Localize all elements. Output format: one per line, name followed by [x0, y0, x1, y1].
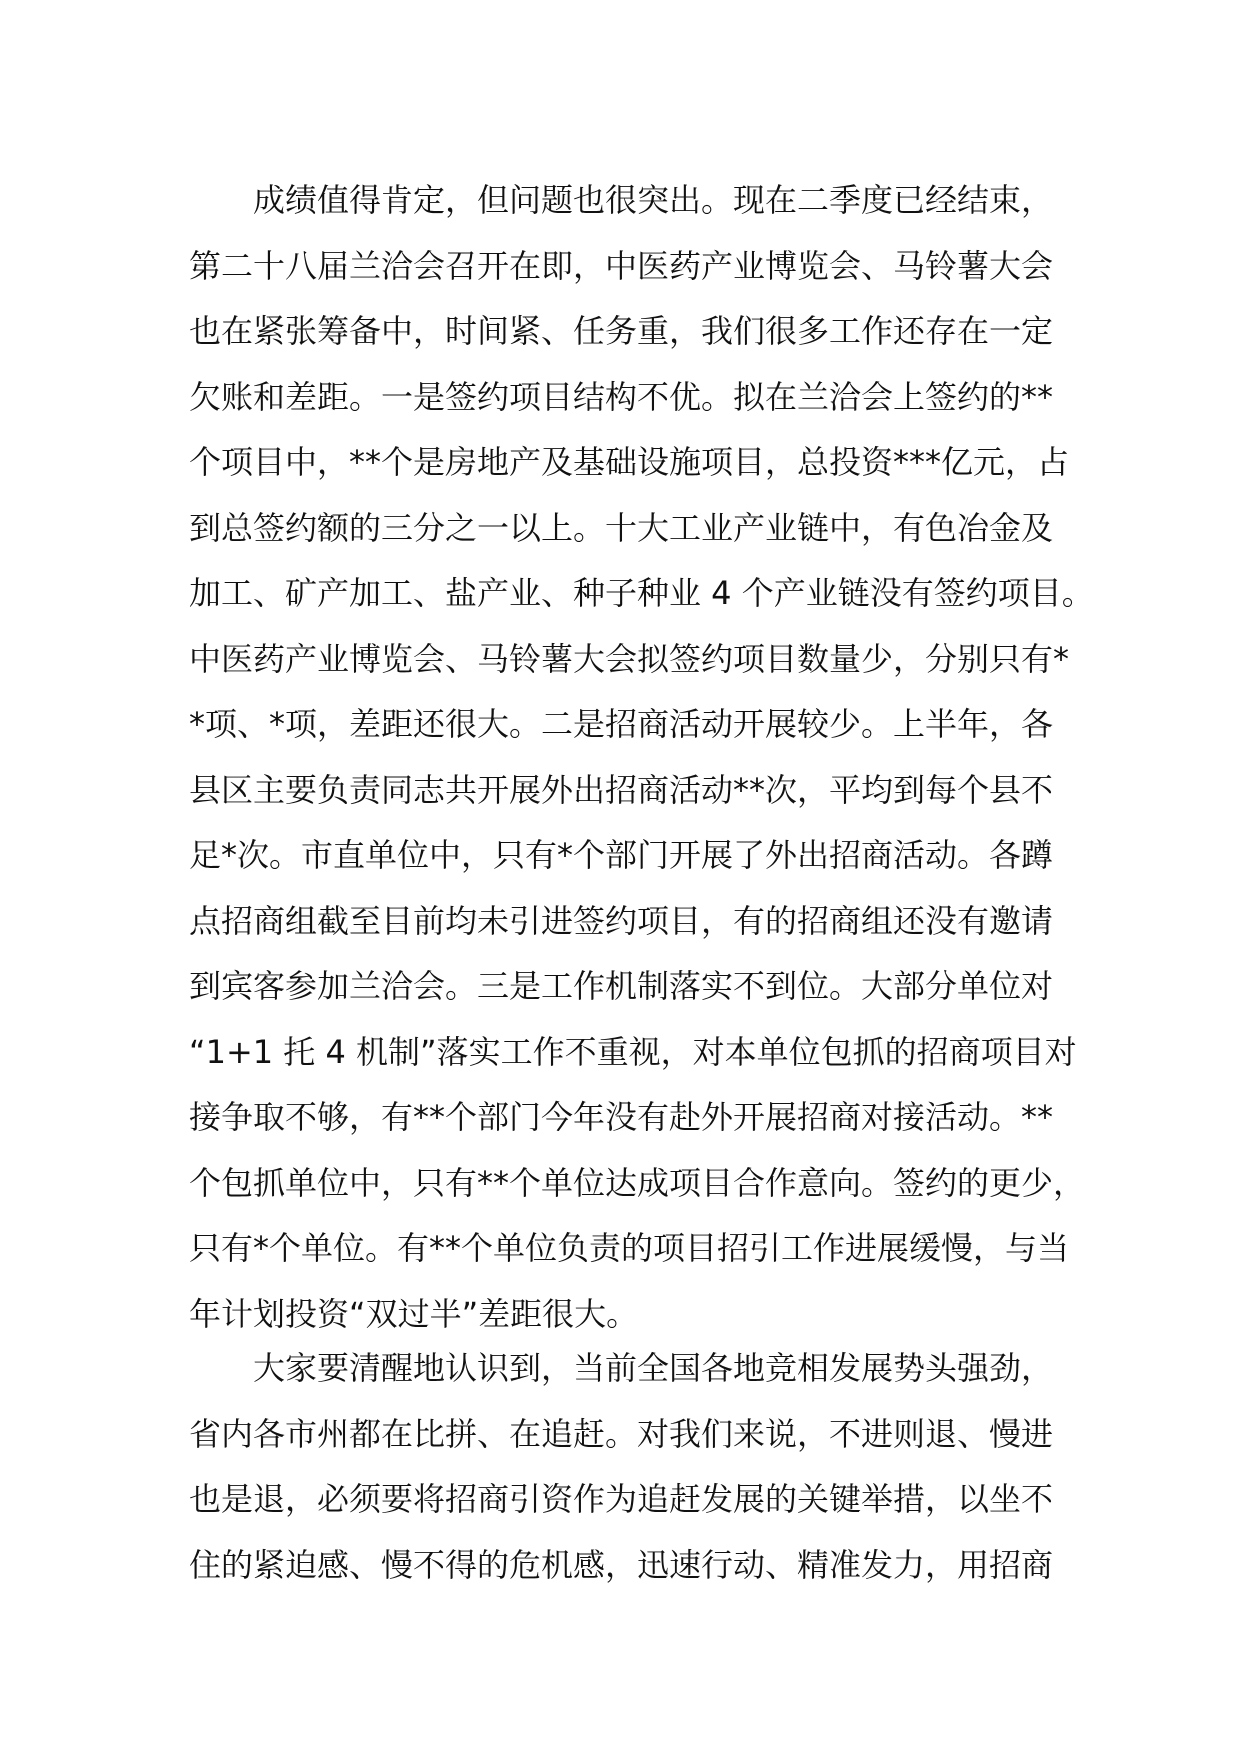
- paragraph-line: 只有*个单位。有**个单位负责的项目招引工作进展缓慢，与当: [189, 1229, 1070, 1267]
- paragraph-line: 接争取不够，有**个部门今年没有赴外开展招商对接活动。**: [189, 1098, 1054, 1136]
- paragraph-line: 加工、矿产加工、盐产业、种子种业 4 个产业链没有签约项目。: [189, 574, 1094, 612]
- paragraph-line: 足*次。市直单位中，只有*个部门开展了外出招商活动。各蹲: [189, 836, 1054, 874]
- paragraph-line: 成绩值得肯定，但问题也很突出。现在二季度已经结束，: [253, 181, 1054, 219]
- paragraph-2: [189, 1336, 1089, 1598]
- paragraph-line: 到总签约额的三分之一以上。十大工业产业链中，有色冶金及: [189, 508, 1054, 547]
- paragraph-line: 住的紧迫感、慢不得的危机感，迅速行动、精准发力，用招商: [189, 1545, 1054, 1584]
- paragraph-line: 也在紧张筹备中，时间紧、任务重，我们很多工作还存在一定: [189, 312, 1054, 350]
- paragraph-line: 点招商组截至目前均未引进签约项目，有的招商组还没有邀请: [189, 901, 1054, 940]
- paragraph-line: 省内各市州都在比拼、在追赶。对我们来说，不进则退、慢进: [189, 1414, 1054, 1453]
- paragraph-1: [189, 168, 1094, 1347]
- paragraph-line: 大家要清醒地认识到，当前全国各地竞相发展势头强劲，: [253, 1349, 1054, 1387]
- paragraph-line: 中医药产业博览会、马铃薯大会拟签约项目数量少，分别只有*: [189, 639, 1070, 678]
- paragraph-line: 年计划投资“双过半”差距很大。: [189, 1294, 639, 1333]
- paragraph-line: 个包抓单位中，只有**个单位达成项目合作意向。签约的更少，: [189, 1163, 1086, 1202]
- paragraph-line: 欠账和差距。一是签约项目结构不优。拟在兰洽会上签约的**: [189, 377, 1054, 416]
- paragraph-line: *项、*项，差距还很大。二是招商活动开展较少。上半年，各: [189, 705, 1054, 743]
- paragraph-line: “1+1 托 4 机制”落实工作不重视，对本单位包抓的招商项目对: [189, 1032, 1077, 1071]
- paragraph-line: 到宾客参加兰洽会。三是工作机制落实不到位。大部分单位对: [189, 967, 1054, 1005]
- paragraph-line: 也是退，必须要将招商引资作为追赶发展的关键举措，以坐不: [189, 1480, 1054, 1518]
- paragraph-line: 个项目中，**个是房地产及基础设施项目，总投资***亿元，占: [189, 443, 1070, 481]
- paragraph-line: 第二十八届兰洽会召开在即，中医药产业博览会、马铃薯大会: [189, 246, 1054, 285]
- paragraph-line: 县区主要负责同志共开展外出招商活动**次，平均到每个县不: [189, 770, 1054, 809]
